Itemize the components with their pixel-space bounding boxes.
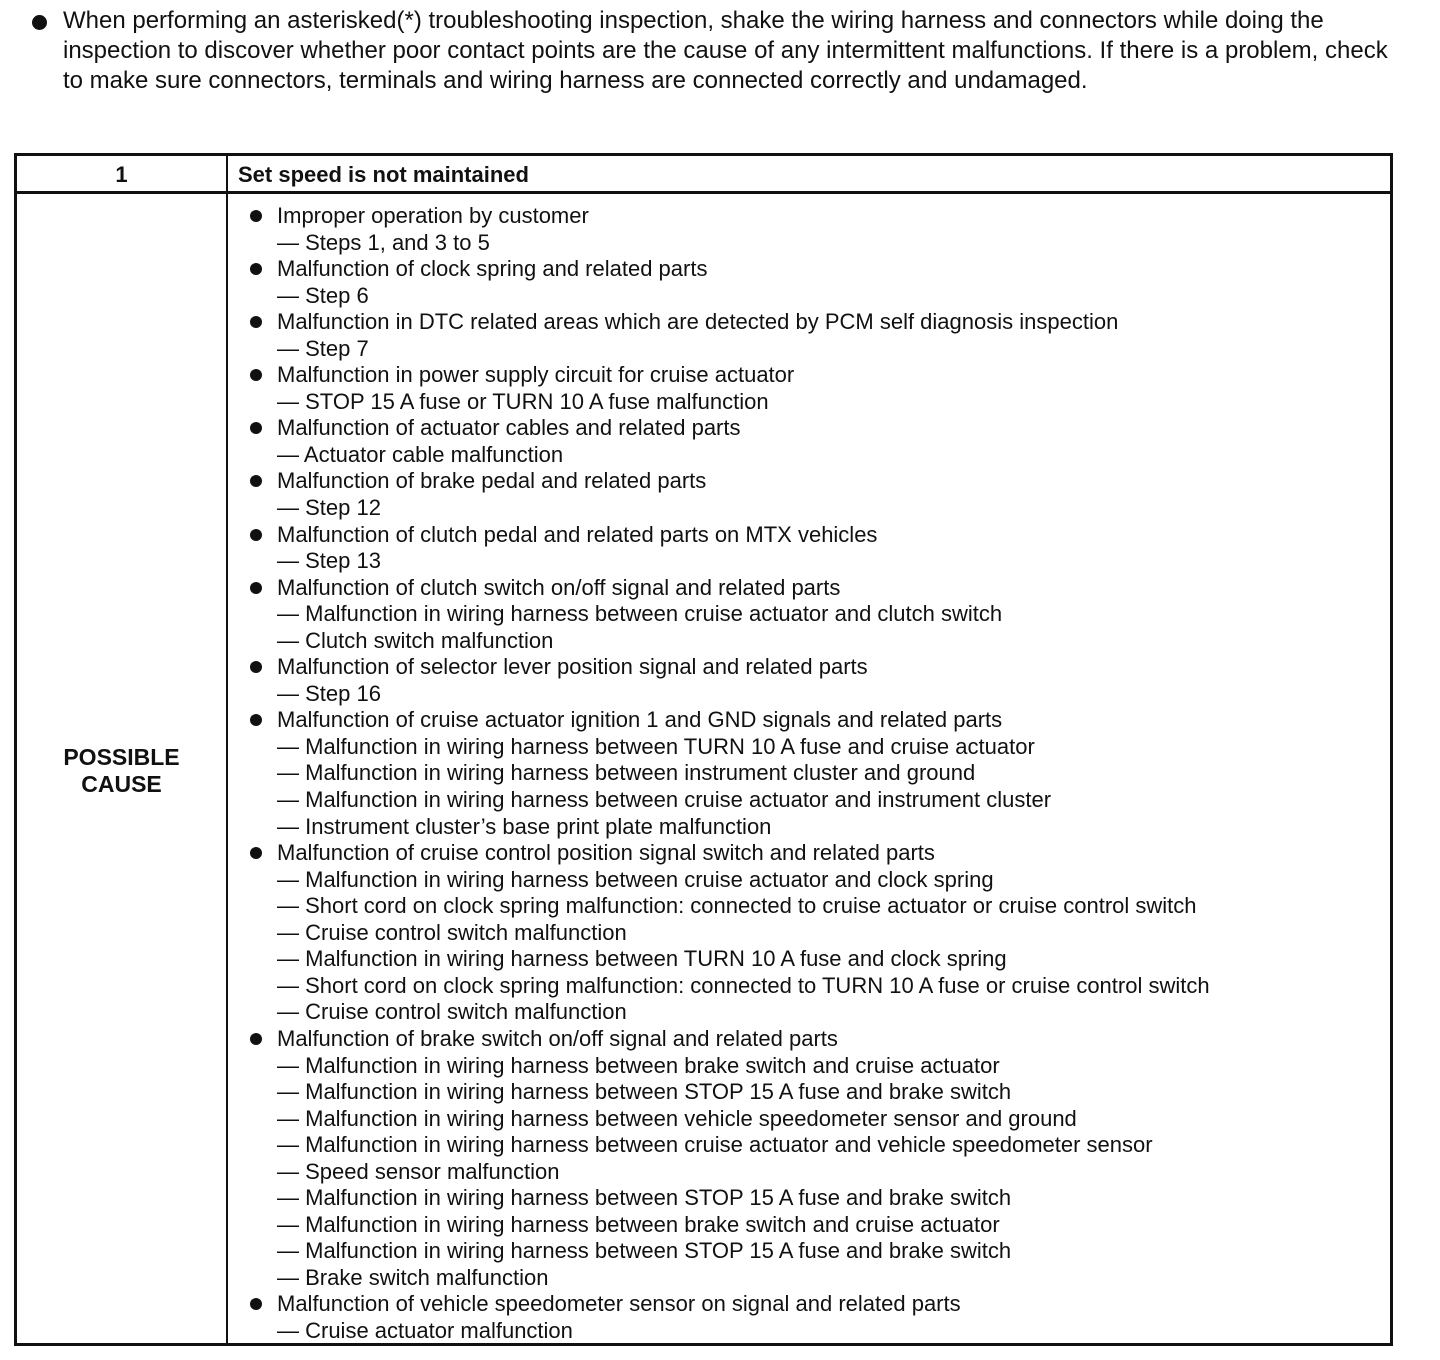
cause-detail: — Step 7 xyxy=(277,335,369,361)
cause-item xyxy=(244,1026,1374,1291)
bullet-icon xyxy=(250,422,262,434)
cause-item xyxy=(244,654,1374,707)
cause-heading xyxy=(244,654,1374,681)
cause-heading xyxy=(244,468,1374,495)
cause-text: Malfunction of vehicle speedometer sensor on signal and related parts xyxy=(277,1291,961,1317)
cause-detail: — Malfunction in wiring harness between cruise actuator and clutch switch xyxy=(277,601,1003,627)
bullet-icon xyxy=(32,15,47,30)
cause-item xyxy=(244,840,1374,1026)
intro-note xyxy=(32,6,1412,96)
bullet-icon xyxy=(250,263,262,275)
cause-detail: — Speed sensor malfunction xyxy=(277,1158,560,1184)
cause-item xyxy=(244,1291,1374,1344)
bullet-icon xyxy=(250,1033,262,1045)
cause-detail: — Cruise actuator malfunction xyxy=(277,1317,573,1343)
bullet-icon xyxy=(250,529,262,541)
intro-text: When performing an asterisked(*) troubleshooting inspection, shake the wiring harness and connectors while doing the inspection to discover whether poor contact points are the cause of any intermittent malfunctions. If there is a problem, check to make sure connectors, terminals and wiring harness are connected correctly and undamaged. xyxy=(63,7,1388,94)
cause-heading xyxy=(244,1291,1374,1318)
cause-detail: — Steps 1, and 3 to 5 xyxy=(277,229,490,255)
bullet-icon xyxy=(250,210,262,222)
bullet-icon xyxy=(250,714,262,726)
cause-item xyxy=(244,522,1374,575)
troubleshooting-table xyxy=(14,153,1393,1346)
cause-heading xyxy=(244,362,1374,389)
cause-text: Improper operation by customer xyxy=(277,203,589,228)
cause-text: Malfunction of clutch switch on/off signal and related parts xyxy=(277,574,841,600)
possible-cause-label-line1: POSSIBLE xyxy=(63,744,180,770)
cause-detail: — Brake switch malfunction xyxy=(277,1264,549,1290)
cause-text: Malfunction of cruise control position signal switch and related parts xyxy=(277,840,935,866)
cause-item xyxy=(244,575,1374,655)
cause-detail: — Short cord on clock spring malfunction: connected to cruise actuator or cruise control switch xyxy=(277,893,1197,919)
cause-heading xyxy=(244,256,1374,283)
cause-heading xyxy=(244,415,1374,442)
cause-heading xyxy=(244,203,1374,230)
cause-item xyxy=(244,468,1374,521)
cause-text: Malfunction of actuator cables and related parts xyxy=(277,415,741,441)
bullet-icon xyxy=(250,316,262,328)
cause-text: Malfunction of clutch pedal and related parts on MTX vehicles xyxy=(277,521,878,547)
cause-detail: — Step 13 xyxy=(277,548,381,574)
cause-item xyxy=(244,203,1374,256)
cause-heading xyxy=(244,575,1374,602)
cause-detail: — Step 16 xyxy=(277,680,381,706)
cause-detail: — Malfunction in wiring harness between brake switch and cruise actuator xyxy=(277,1052,1000,1078)
cause-detail: — Malfunction in wiring harness between STOP 15 A fuse and brake switch xyxy=(277,1079,1012,1105)
bullet-icon xyxy=(250,847,262,859)
cause-detail: — Malfunction in wiring harness between cruise actuator and vehicle speedometer sensor xyxy=(277,1132,1153,1158)
cause-detail: — STOP 15 A fuse or TURN 10 A fuse malfunction xyxy=(277,388,769,414)
cause-detail: — Malfunction in wiring harness between cruise actuator and instrument cluster xyxy=(277,787,1052,813)
cause-item xyxy=(244,362,1374,415)
cause-item xyxy=(244,309,1374,362)
possible-cause-label xyxy=(17,744,226,798)
cause-heading xyxy=(244,707,1374,734)
cause-item xyxy=(244,707,1374,840)
bullet-icon xyxy=(250,582,262,594)
cause-text: Malfunction of brake switch on/off signal and related parts xyxy=(277,1025,838,1051)
bullet-icon xyxy=(250,661,262,673)
cause-detail: — Step 6 xyxy=(277,282,369,308)
bullet-icon xyxy=(250,1298,262,1310)
cause-detail: — Malfunction in wiring harness between TURN 10 A fuse and clock spring xyxy=(277,946,1007,972)
cause-item xyxy=(244,256,1374,309)
cause-text: Malfunction of brake pedal and related parts xyxy=(277,468,707,494)
cause-text: Malfunction of selector lever position signal and related parts xyxy=(277,654,868,680)
cause-text: Malfunction of clock spring and related parts xyxy=(277,256,708,282)
cause-detail: — Malfunction in wiring harness between instrument cluster and ground xyxy=(277,760,976,786)
cause-heading xyxy=(244,840,1374,867)
cause-heading xyxy=(244,1026,1374,1053)
cause-text: Malfunction in DTC related areas which are detected by PCM self diagnosis inspection xyxy=(277,309,1119,335)
cause-detail: — Cruise control switch malfunction xyxy=(277,919,627,945)
cause-detail: — Instrument cluster’s base print plate malfunction xyxy=(277,813,772,839)
cause-heading xyxy=(244,522,1374,549)
cause-item xyxy=(244,415,1374,468)
cause-detail: — Cruise control switch malfunction xyxy=(277,999,627,1025)
bullet-icon xyxy=(250,369,262,381)
cause-detail: — Malfunction in wiring harness between vehicle speedometer sensor and ground xyxy=(277,1105,1077,1131)
header-divider xyxy=(17,191,1390,194)
cause-detail: — Malfunction in wiring harness between STOP 15 A fuse and brake switch xyxy=(277,1238,1012,1264)
cause-detail: — Clutch switch malfunction xyxy=(277,627,554,653)
cause-detail: — Malfunction in wiring harness between TURN 10 A fuse and cruise actuator xyxy=(277,733,1035,759)
table-number: 1 xyxy=(115,162,128,187)
cause-heading xyxy=(244,309,1374,336)
cause-detail: — Short cord on clock spring malfunction: connected to TURN 10 A fuse or cruise control switch xyxy=(277,972,1210,998)
cause-detail: — Malfunction in wiring harness between brake switch and cruise actuator xyxy=(277,1211,1000,1237)
cause-text: Malfunction of cruise actuator ignition 1 and GND signals and related parts xyxy=(277,707,1003,733)
possible-cause-label-line2: CAUSE xyxy=(81,771,162,797)
cause-detail: — Malfunction in wiring harness between STOP 15 A fuse and brake switch xyxy=(277,1185,1012,1211)
cause-text: Malfunction in power supply circuit for cruise actuator xyxy=(277,362,795,388)
column-divider xyxy=(226,156,228,1343)
possible-cause-list xyxy=(244,203,1374,1345)
cause-detail: — Step 12 xyxy=(277,495,381,521)
cause-detail: — Actuator cable malfunction xyxy=(277,441,564,467)
table-title: Set speed is not maintained xyxy=(238,162,529,187)
bullet-icon xyxy=(250,475,262,487)
cause-detail: — Malfunction in wiring harness between cruise actuator and clock spring xyxy=(277,866,994,892)
